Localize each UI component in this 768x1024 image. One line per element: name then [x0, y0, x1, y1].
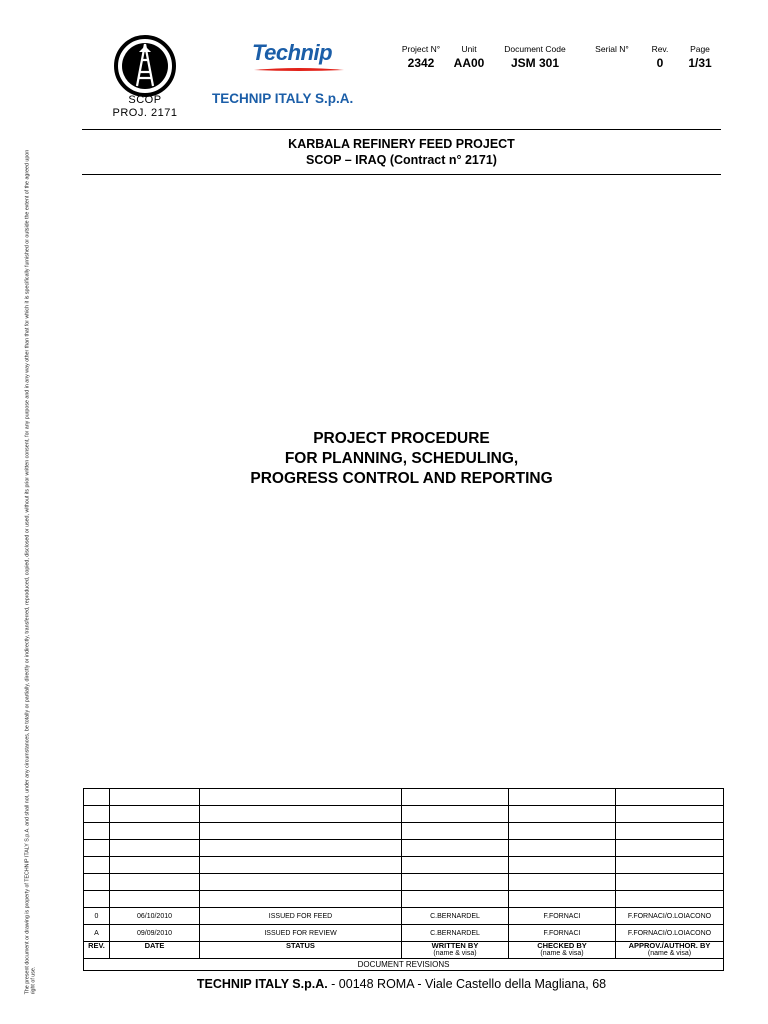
- approved-cell: F.FORNACI/O.LOIACONO: [616, 925, 724, 942]
- approved-cell: F.FORNACI/O.LOIACONO: [616, 908, 724, 925]
- footer: [82, 977, 721, 991]
- rev-value: 0: [656, 56, 664, 70]
- table-caption-row: [84, 959, 724, 971]
- table-row: [84, 874, 724, 891]
- checked-cell: F.FORNACI: [509, 925, 616, 942]
- date-cell: 09/09/2010: [110, 925, 200, 942]
- client-name: SCOP: [128, 94, 162, 106]
- table-header-row: [84, 942, 724, 959]
- checked-header: CHECKED BY (name & visa): [509, 942, 616, 959]
- rev-label: Rev.: [651, 44, 669, 54]
- table-row: [84, 857, 724, 874]
- scop-logo: [113, 34, 177, 98]
- page-label: Page: [690, 44, 710, 54]
- serial-no-label: Serial N°: [595, 44, 629, 54]
- project-no-value: 2342: [407, 56, 435, 70]
- table-row: [84, 806, 724, 823]
- revisions-caption: DOCUMENT REVISIONS: [84, 959, 724, 971]
- revisions-table: [83, 788, 724, 971]
- status-header: STATUS: [200, 942, 402, 959]
- logo-swoosh: [254, 67, 344, 73]
- page-value: 1/31: [688, 56, 712, 70]
- doc-code-label: Document Code: [504, 44, 566, 54]
- footer-company: TECHNIP ITALY S.p.A.: [196, 977, 328, 991]
- client-project: PROJ. 2171: [112, 107, 178, 119]
- scop-logo-text: [108, 94, 182, 120]
- table-row: [84, 789, 724, 806]
- document-title: [82, 429, 721, 489]
- rev-cell: 0: [84, 908, 110, 925]
- checked-cell: F.FORNACI: [509, 908, 616, 925]
- unit-value: AA00: [453, 56, 485, 70]
- company-name: TECHNIP ITALY S.p.A.: [212, 91, 354, 106]
- title-line-1: PROJECT PROCEDURE: [313, 430, 490, 447]
- table-row: [84, 891, 724, 908]
- table-row: [84, 840, 724, 857]
- footer-address: - 00148 ROMA - Viale Castello della Magliana, 68: [327, 977, 607, 991]
- title-line-2: FOR PLANNING, SCHEDULING,: [284, 450, 519, 467]
- table-row: [84, 823, 724, 840]
- rev-cell: A: [84, 925, 110, 942]
- side-disclaimer: The present document or drawing is property of TECHNIP ITALY S.p.A. and shall not, under any circumstances, be totally or partially, directly or indirectly, transferred, reproduced, copied, disclosed or used, without its prior written consent, for any purpose and in any way other than that for which it is specifically furnished or outside the extent of the agreed upon right of use.: [24, 149, 37, 995]
- written-cell: C.BERNARDEL: [402, 925, 509, 942]
- project-name: KARBALA REFINERY FEED PROJECT: [288, 137, 515, 151]
- unit-label: Unit: [461, 44, 477, 54]
- title-line-3: PROGRESS CONTROL AND REPORTING: [250, 470, 553, 487]
- project-no-label: Project N°: [401, 44, 441, 54]
- rev-header: REV.: [84, 942, 110, 959]
- table-row: [84, 908, 724, 925]
- technip-logo: Technip: [252, 40, 348, 76]
- written-cell: C.BERNARDEL: [402, 908, 509, 925]
- status-cell: ISSUED FOR REVIEW: [200, 925, 402, 942]
- approved-header: APPROV./AUTHOR. BY (name & visa): [616, 942, 724, 959]
- header-rule-bottom: [82, 174, 721, 175]
- header-rule-top: [82, 129, 721, 130]
- date-header: DATE: [110, 942, 200, 959]
- table-row: [84, 925, 724, 942]
- doc-code-value: JSM 301: [510, 56, 560, 70]
- date-cell: 06/10/2010: [110, 908, 200, 925]
- status-cell: ISSUED FOR FEED: [200, 908, 402, 925]
- project-client: SCOP – IRAQ (Contract n° 2171): [306, 153, 497, 167]
- written-header: WRITTEN BY (name & visa): [402, 942, 509, 959]
